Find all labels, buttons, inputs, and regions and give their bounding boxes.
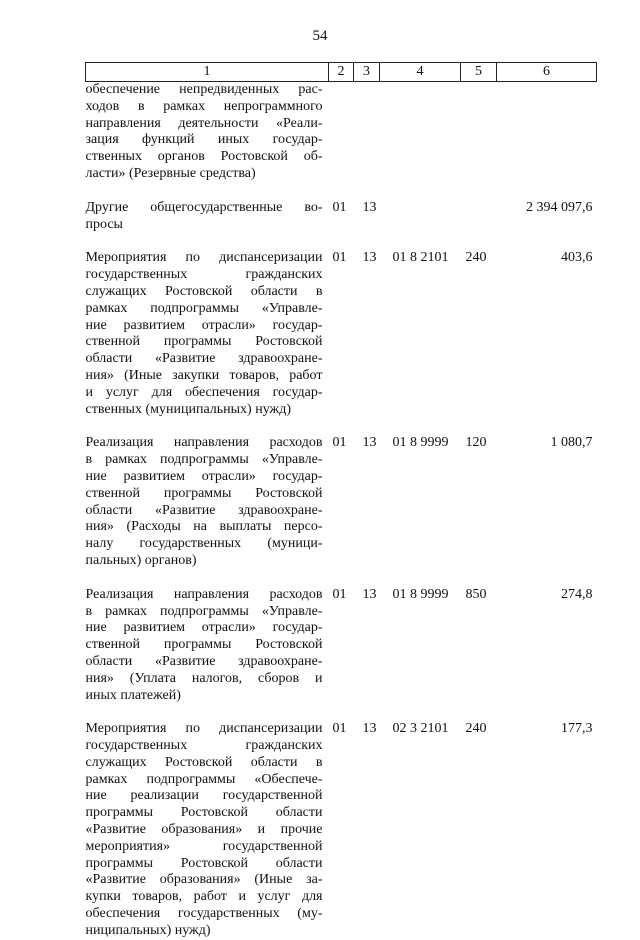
row-amount: 274,8 <box>561 586 593 602</box>
row-target-article: 01 8 9999 <box>392 435 449 451</box>
row-name <box>86 721 329 939</box>
name-line: и услуг для обеспечения государ- <box>85 384 323 400</box>
name-line: ния» (Иные закупки товаров, работ <box>85 367 323 383</box>
name-line: области «Развитие здравоохране- <box>85 351 323 367</box>
row-expense-type <box>461 200 497 251</box>
name-line: «Развитие образования» и прочие <box>85 822 323 838</box>
name-line: Реализация направления расходов <box>85 586 323 602</box>
name-line: рамках подпрограммы «Обеспече- <box>85 771 323 787</box>
name-line: Реализация направления расходов <box>85 435 323 451</box>
row-amount: 1 080,7 <box>550 435 593 451</box>
name-line: ственных органов Ростовской об- <box>85 149 323 165</box>
name-line: «Развитие образования» (Иные за- <box>85 872 323 888</box>
row-name <box>86 587 329 722</box>
table-row <box>86 250 597 435</box>
name-line: ние развитием отрасли» государ- <box>85 620 323 636</box>
name-line: рамках подпрограммы «Управле- <box>85 300 323 316</box>
name-line: ние развитием отрасли» государ- <box>85 468 323 484</box>
row-section: 01 <box>332 250 347 266</box>
table-row <box>86 200 597 251</box>
name-line: направления деятельности «Реали- <box>85 115 323 131</box>
name-line: купки товаров, работ и услуг для <box>85 889 323 905</box>
name-line: области «Развитие здравоохране- <box>85 502 323 518</box>
row-amount: 403,6 <box>561 250 593 266</box>
row-expense-type: 850 <box>465 586 487 602</box>
name-line: Мероприятия по диспансеризации <box>85 250 323 266</box>
row-section: 01 <box>332 586 347 602</box>
name-line: мероприятия» государственной <box>85 838 323 854</box>
name-line: ние развитием отрасли» государ- <box>85 317 323 333</box>
row-target-article: 01 8 2101 <box>392 250 449 266</box>
name-line: ственной программы Ростовской <box>85 334 323 350</box>
row-name <box>86 250 329 435</box>
name-line: зация функций иных государ- <box>85 132 323 148</box>
name-line: просы <box>85 216 123 232</box>
name-line: ния» (Расходы на выплаты персо- <box>85 519 323 535</box>
header-col-2: 2 <box>329 63 354 82</box>
table-header <box>86 63 597 82</box>
name-line: ние реализации государственной <box>85 788 323 804</box>
name-line: в рамках подпрограммы «Управле- <box>85 603 323 619</box>
row-section: 01 <box>332 435 347 451</box>
table-body <box>86 82 597 940</box>
name-line: ственных (муниципальных) нужд) <box>85 401 291 417</box>
row-amount: 177,3 <box>561 721 593 737</box>
table-row <box>86 587 597 722</box>
name-line: программы Ростовской области <box>85 805 323 821</box>
header-col-4: 4 <box>380 63 461 82</box>
row-target-article <box>380 82 461 200</box>
table-row <box>86 435 597 586</box>
name-line: области «Развитие здравоохране- <box>85 653 323 669</box>
name-line: пальных) органов) <box>85 552 197 568</box>
header-col-3: 3 <box>354 63 380 82</box>
name-line: ласти» (Резервные средства) <box>85 165 256 181</box>
page-number: 54 <box>312 28 328 44</box>
row-amount <box>497 82 597 200</box>
header-row <box>86 63 597 82</box>
row-section: 01 <box>332 721 347 737</box>
name-line: государственных гражданских <box>85 267 323 283</box>
name-line: ния» (Уплата налогов, сборов и <box>85 670 323 686</box>
table-row <box>86 721 597 939</box>
row-subsection: 13 <box>362 250 377 266</box>
row-amount: 2 394 097,6 <box>526 199 593 215</box>
row-expense-type: 240 <box>465 721 487 737</box>
row-target-article: 01 8 9999 <box>392 586 449 602</box>
name-line: ственной программы Ростовской <box>85 637 323 653</box>
row-subsection: 13 <box>362 586 377 602</box>
name-line: ственной программы Ростовской <box>85 485 323 501</box>
table-row <box>86 82 597 200</box>
row-subsection: 13 <box>362 435 377 451</box>
row-name <box>86 435 329 586</box>
row-expense-type: 120 <box>465 435 487 451</box>
name-line: в рамках подпрограммы «Управле- <box>85 452 323 468</box>
row-name <box>86 82 329 200</box>
name-line: обеспечение непредвиденных рас- <box>85 82 323 97</box>
row-expense-type <box>461 82 497 200</box>
name-line: Мероприятия по диспансеризации <box>85 721 323 737</box>
header-col-1: 1 <box>86 63 329 82</box>
name-line: обеспечения государственных (му- <box>85 906 323 922</box>
name-line: служащих Ростовской области в <box>85 283 323 299</box>
name-line: служащих Ростовской области в <box>85 754 323 770</box>
row-section: 01 <box>332 199 347 215</box>
header-col-6: 6 <box>497 63 597 82</box>
name-line: Другие общегосударственные во- <box>85 199 323 215</box>
row-target-article: 02 3 2101 <box>392 721 449 737</box>
name-line: государственных гражданских <box>85 738 323 754</box>
name-line: программы Ростовской области <box>85 855 323 871</box>
row-subsection: 13 <box>362 721 377 737</box>
name-line: ниципальных) нужд) <box>85 922 211 938</box>
name-line: налу государственных (муници- <box>85 536 323 552</box>
row-target-article <box>380 200 461 251</box>
header-col-5: 5 <box>461 63 497 82</box>
row-expense-type: 240 <box>465 250 487 266</box>
row-name <box>86 200 329 251</box>
name-line: ходов в рамках непрограммного <box>85 98 323 114</box>
budget-table <box>85 62 597 940</box>
row-section <box>329 82 354 200</box>
row-subsection: 13 <box>362 199 377 215</box>
name-line: иных платежей) <box>85 687 181 703</box>
row-subsection <box>354 82 380 200</box>
